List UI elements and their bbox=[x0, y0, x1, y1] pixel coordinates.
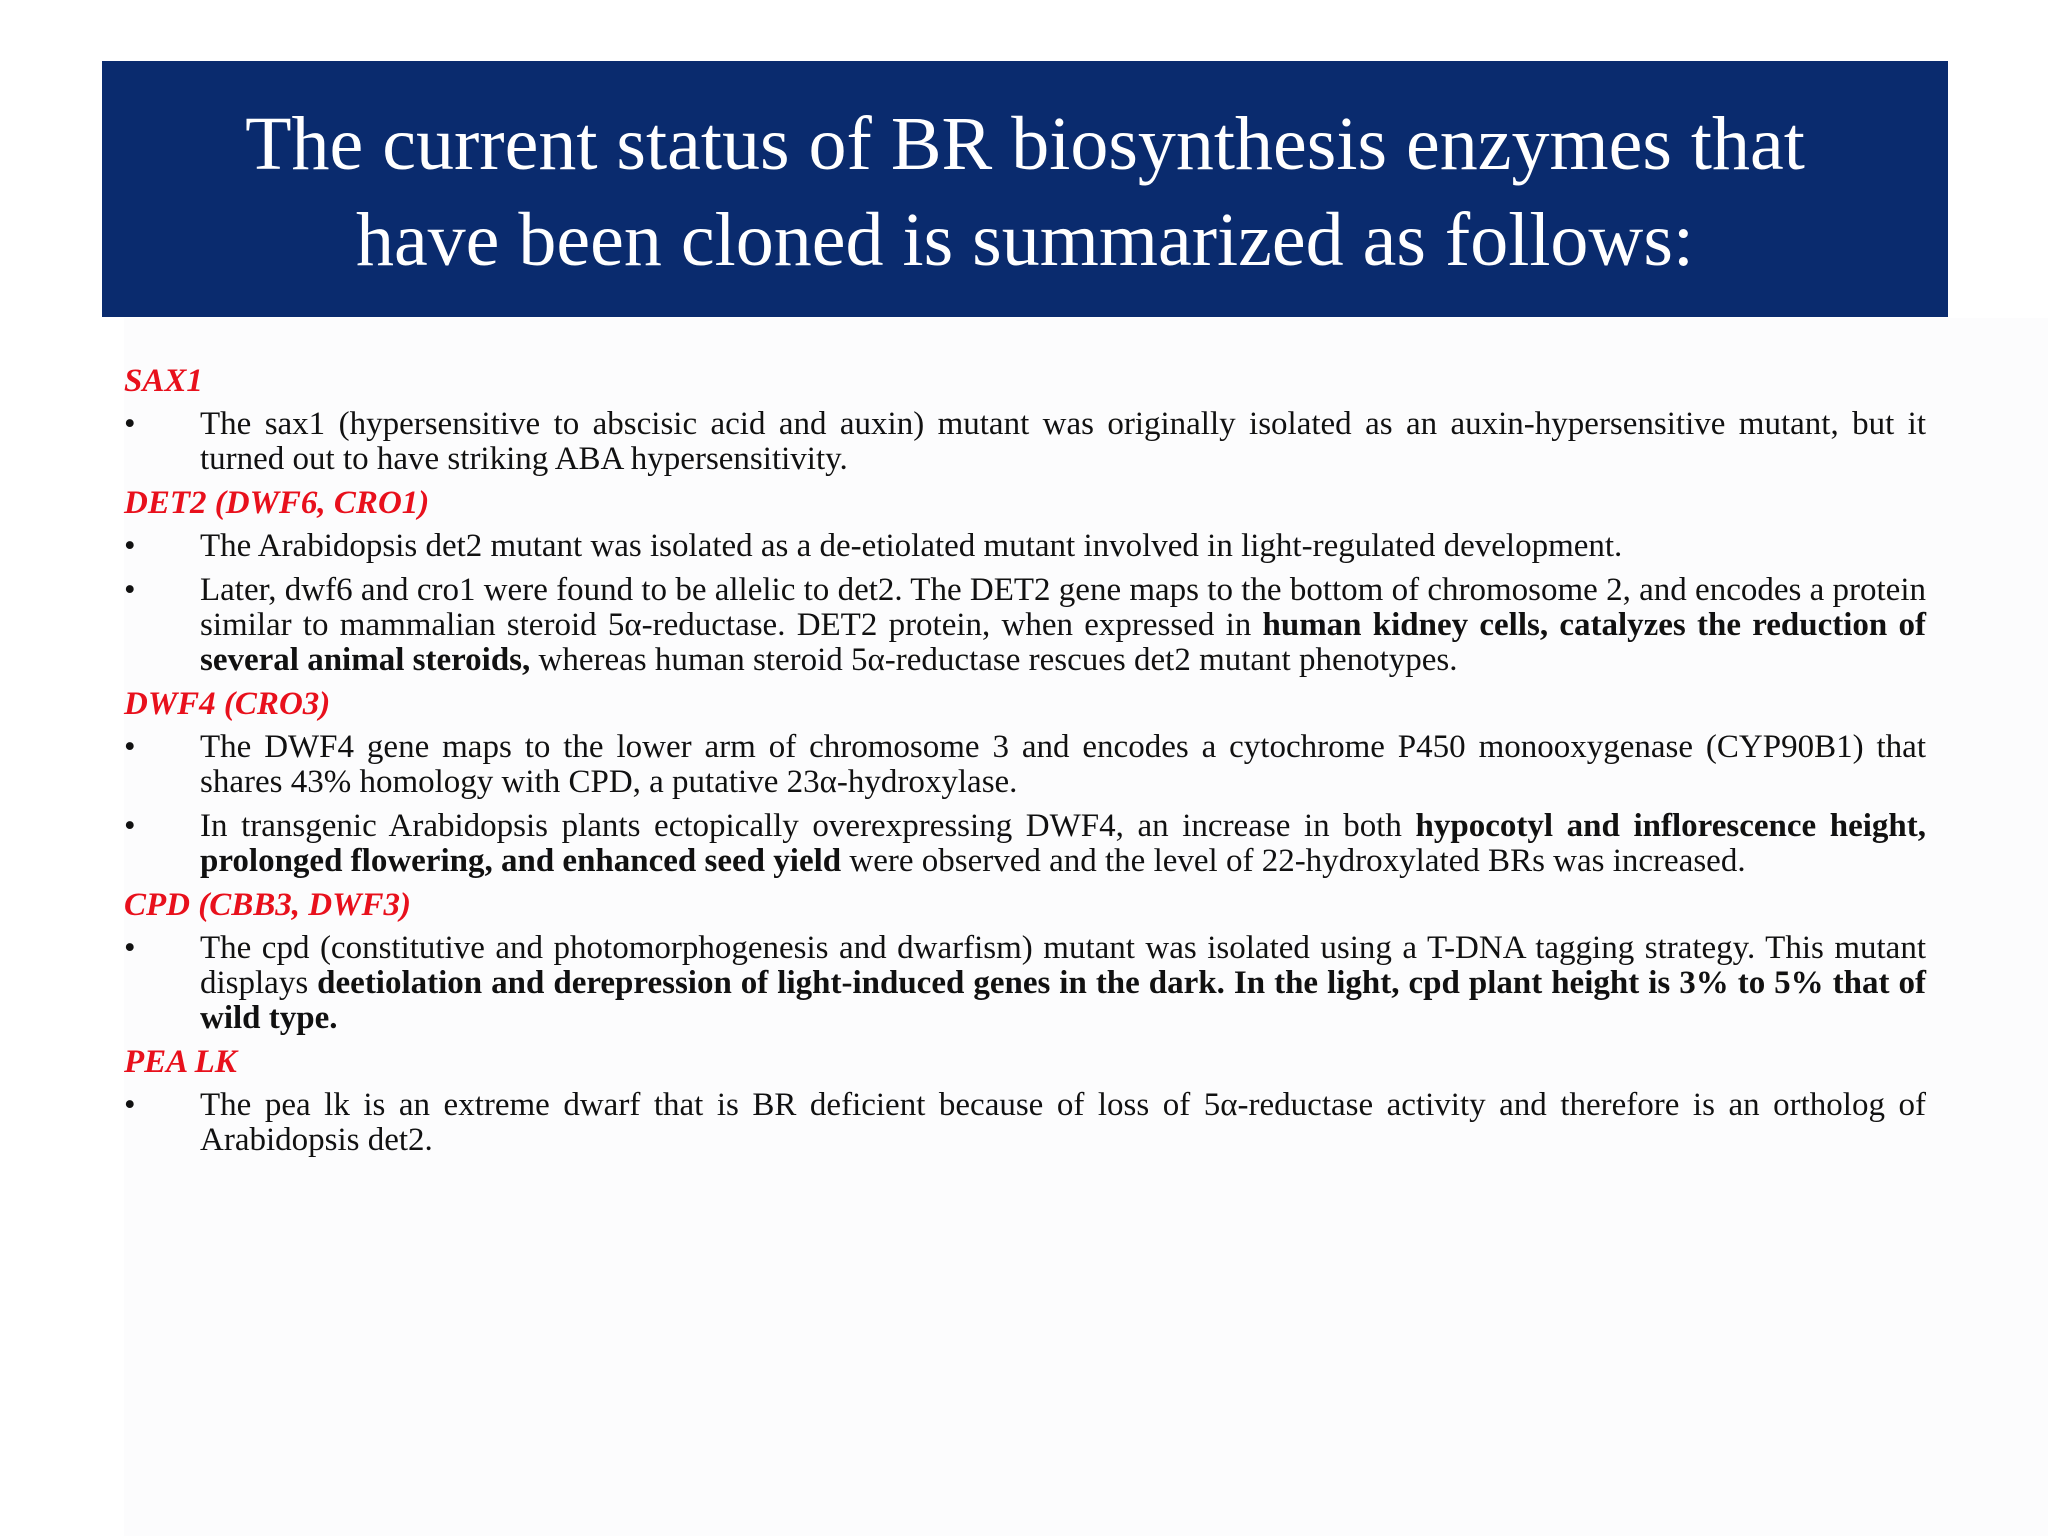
bold-text-segment: human kidney cells, catalyzes the reduction of several animal steroids, bbox=[200, 607, 1926, 678]
section-heading: DET2 (DWF6, CRO1) bbox=[124, 485, 430, 521]
bullet-mark: • bbox=[124, 808, 136, 844]
text-segment: whereas human steroid 5α-reductase rescues det2 mutant phenotypes. bbox=[530, 642, 1458, 678]
bullet-mark: • bbox=[124, 528, 136, 564]
bullet-item bbox=[124, 1088, 1926, 1158]
bullet-item bbox=[124, 809, 1926, 879]
bullet-item bbox=[124, 730, 1926, 800]
title-line-2: have been cloned is summarized as follows: bbox=[355, 198, 1695, 282]
section-heading: SAX1 bbox=[124, 363, 203, 399]
bullet-mark: • bbox=[124, 930, 136, 966]
text-segment: In transgenic Arabidopsis plants ectopically overexpressing DWF4, an increase in both bbox=[200, 808, 1416, 844]
bullet-mark: • bbox=[124, 729, 136, 765]
bullet-item bbox=[124, 573, 1926, 678]
text-segment: The cpd (constitutive and photomorphogenesis and dwarfism) mutant was isolated using a T-DNA tagging strategy. This mutant displays bbox=[200, 930, 1926, 1001]
bullet-item bbox=[124, 931, 1926, 1036]
title-line-1: The current status of BR biosynthesis enzymes that bbox=[245, 102, 1805, 186]
text-segment: The Arabidopsis det2 mutant was isolated as a de-etiolated mutant involved in light-regulated development. bbox=[200, 528, 1623, 564]
section-heading: PEA LK bbox=[124, 1044, 237, 1080]
bold-text-segment: hypocotyl and inflorescence height, prolonged flowering, and enhanced seed yield bbox=[200, 808, 1927, 879]
bullet-item bbox=[124, 529, 1926, 564]
bullet-mark: • bbox=[124, 1087, 136, 1123]
text-segment: Later, dwf6 and cro1 were found to be allelic to det2. The DET2 gene maps to the bottom of chromosome 2, and encodes a protein similar to mammalian steroid 5α-reductase. DET2 protein, when expressed in bbox=[200, 572, 1926, 643]
text-segment: were observed and the level of 22-hydroxylated BRs was increased. bbox=[841, 843, 1746, 879]
title-banner bbox=[102, 61, 1948, 317]
slide-title bbox=[245, 90, 1805, 288]
slide-body bbox=[124, 364, 1926, 1167]
bullet-mark: • bbox=[124, 572, 136, 608]
text-segment: The sax1 (hypersensitive to abscisic acid and auxin) mutant was originally isolated as an auxin-hypersensitive mutant, but it turned out to have striking ABA hypersensitivity. bbox=[200, 406, 1926, 477]
section-heading: DWF4 (CRO3) bbox=[124, 686, 331, 722]
bullet-mark: • bbox=[124, 406, 136, 442]
text-segment: The pea lk is an extreme dwarf that is BR deficient because of loss of 5α-reductase activity and therefore is an ortholog of Arabidopsis det2. bbox=[200, 1087, 1926, 1158]
bold-text-segment: deetiolation and derepression of light-induced genes in the dark. In the light, cpd plant height is 3% to 5% that of wild type. bbox=[200, 965, 1926, 1036]
bullet-item bbox=[124, 407, 1926, 477]
section-heading: CPD (CBB3, DWF3) bbox=[124, 887, 411, 923]
text-segment: The DWF4 gene maps to the lower arm of chromosome 3 and encodes a cytochrome P450 monooxygenase (CYP90B1) that shares 43% homology with CPD, a putative 23α-hydroxylase. bbox=[200, 729, 1926, 800]
